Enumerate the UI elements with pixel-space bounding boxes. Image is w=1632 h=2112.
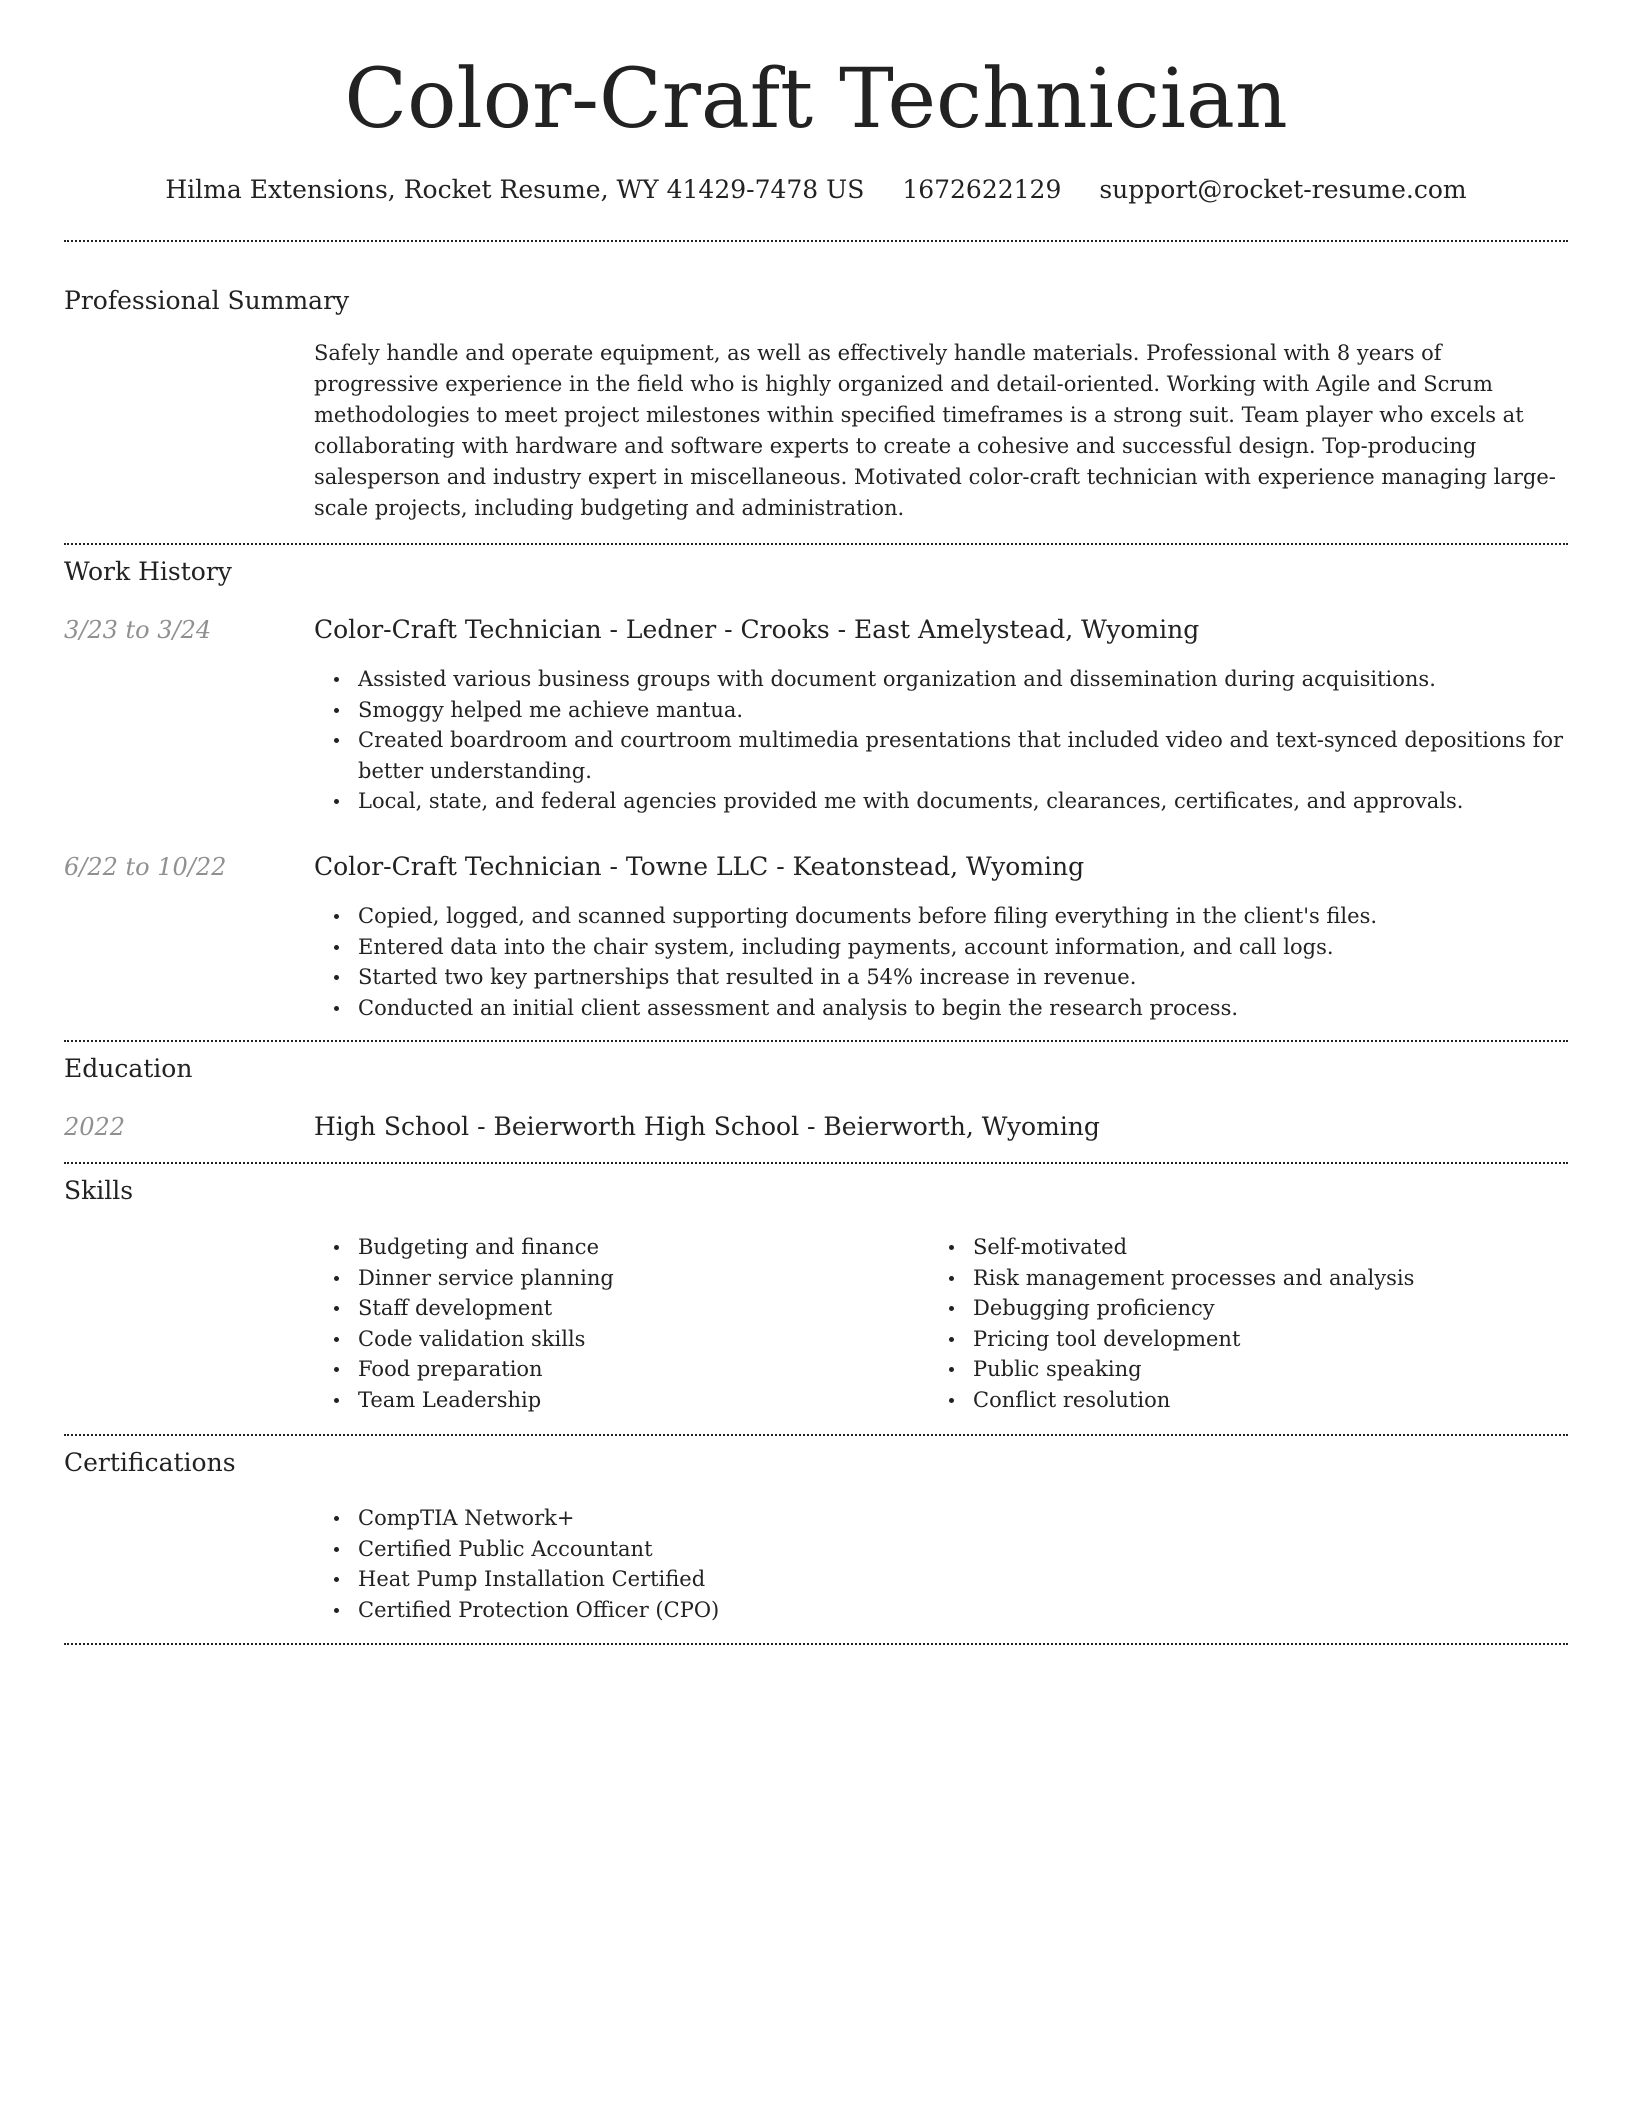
section-divider — [64, 1643, 1568, 1645]
list-item: Certified Protection Officer (CPO) — [358, 1595, 1568, 1626]
list-item: Self-motivated — [973, 1232, 1529, 1263]
job-bullets — [314, 664, 1568, 817]
list-item: Debugging proficiency — [973, 1293, 1529, 1324]
work-history-heading: Work History — [64, 557, 232, 586]
list-item: Pricing tool development — [973, 1324, 1529, 1355]
list-item: Food preparation — [358, 1354, 914, 1385]
list-item: Certified Public Accountant — [358, 1534, 1568, 1565]
resume-title: Color-Craft Technician — [344, 52, 1288, 147]
contact-email: support@rocket-resume.com — [1099, 175, 1467, 204]
list-item: Staff development — [358, 1293, 914, 1324]
list-item: Heat Pump Installation Certified — [358, 1564, 1568, 1595]
job-dates: 3/23 to 3/24 — [64, 616, 212, 644]
education-year: 2022 — [64, 1113, 126, 1141]
contact-line — [64, 168, 1568, 212]
job-bullets — [314, 901, 1568, 1023]
list-item: Conflict resolution — [973, 1385, 1529, 1416]
list-item: Copied, logged, and scanned supporting documents before filing everything in the client's files. — [358, 901, 1568, 932]
list-item: Local, state, and federal agencies provided me with documents, clearances, certificates, and approvals. — [358, 786, 1568, 817]
list-item: Budgeting and finance — [358, 1232, 914, 1263]
resume-page — [64, 0, 1568, 2112]
section-divider — [64, 1162, 1568, 1164]
education-title: High School - Beierworth High School - Beierworth, Wyoming — [314, 1112, 1100, 1141]
section-divider — [64, 240, 1568, 242]
job-dates: 6/22 to 10/22 — [64, 853, 227, 881]
section-divider — [64, 1434, 1568, 1436]
job-title: Color-Craft Technician - Ledner - Crooks - East Amelystead, Wyoming — [314, 615, 1200, 644]
list-item: Public speaking — [973, 1354, 1529, 1385]
certifications-list — [314, 1503, 1568, 1625]
list-item: Entered data into the chair system, including payments, account information, and call logs. — [358, 932, 1568, 963]
list-item: Conducted an initial client assessment and analysis to begin the research process. — [358, 993, 1568, 1024]
skills-list-right — [929, 1232, 1529, 1415]
summary-text: Safely handle and operate equipment, as well as effectively handle materials. Professional with 8 years of progressive experience in the field who is highly organized and detail-oriented. Working with Agile and Scrum methodologies to meet project milestones within specified timeframes is a strong suit. Team player who excels at collaborating with hardware and software experts to create a cohesive and successful design. Top-producing salesperson and industry expert in miscellaneous. Motivated color-craft technician with experience managing large-scale projects, including budgeting and administration. — [314, 341, 1556, 520]
contact-phone: 1672622129 — [902, 175, 1062, 204]
list-item: Code validation skills — [358, 1324, 914, 1355]
contact-address: Hilma Extensions, Rocket Resume, WY 41429-7478 US — [165, 175, 865, 204]
section-divider — [64, 543, 1568, 545]
education-heading: Education — [64, 1054, 193, 1083]
list-item: Smoggy helped me achieve mantua. — [358, 695, 1568, 726]
summary-heading: Professional Summary — [64, 286, 350, 315]
list-item: Team Leadership — [358, 1385, 914, 1416]
skills-list-left — [314, 1232, 914, 1415]
list-item: CompTIA Network+ — [358, 1503, 1568, 1534]
job-title: Color-Craft Technician - Towne LLC - Keatonstead, Wyoming — [314, 852, 1085, 881]
list-item: Created boardroom and courtroom multimedia presentations that included video and text-synced depositions for better understanding. — [358, 725, 1568, 786]
list-item: Risk management processes and analysis — [973, 1263, 1529, 1294]
list-item: Assisted various business groups with document organization and dissemination during acquisitions. — [358, 664, 1568, 695]
section-divider — [64, 1040, 1568, 1042]
list-item: Started two key partnerships that resulted in a 54% increase in revenue. — [358, 962, 1568, 993]
skills-heading: Skills — [64, 1176, 134, 1205]
certifications-heading: Certifications — [64, 1448, 236, 1477]
list-item: Dinner service planning — [358, 1263, 914, 1294]
